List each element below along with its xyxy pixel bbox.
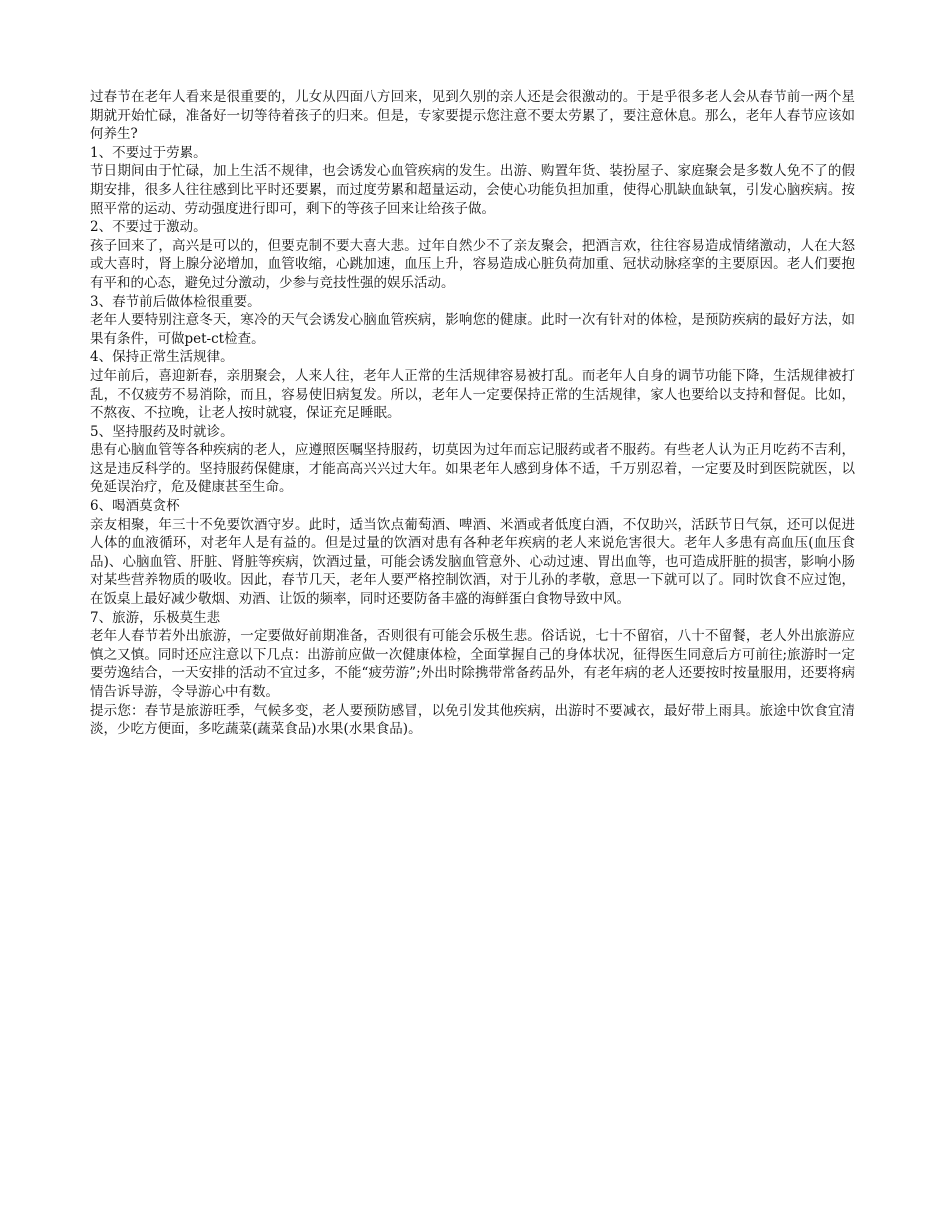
section-body-1: 节日期间由于忙碌，加上生活不规律，也会诱发心血管疾病的发生。出游、购置年货、装扮屋子、家庭聚会是多数人免不了的假期安排，很多人往往感到比平时还要累，而过度劳累和超量运动，会使心功能负担加重，使得心肌缺血缺氧，引发心脑疾病。按照平常的运动、劳动强度进行即可，剩下的等孩子回来让给孩子做。 — [90, 163, 855, 217]
section-heading-2: 2、不要过于激动。 — [90, 219, 207, 236]
intro-paragraph: 过春节在老年人看来是很重要的，儿女从四面八方回来，见到久别的亲人还是会很激动的。于是乎很多老人会从春节前一两个星期就开始忙碌，准备好一切等待着孩子的归来。但是，专家要提示您注意不要太劳累了，要注意休息。那么，老年人春节应该如何养生? — [90, 89, 855, 143]
section-body-4: 过年前后，喜迎新春，亲朋聚会，人来人往，老年人正常的生活规律容易被打乱。而老年人自身的调节功能下降，生活规律被打乱，不仅疲劳不易消除，而且，容易使旧病复发。所以，老年人一定要保持正常的生活规律，家人也要给以支持和督促。比如，不熬夜、不拉晚，让老人按时就寝，保证充足睡眠。 — [90, 367, 855, 422]
document-page — [90, 88, 855, 739]
section-heading-4: 4、保持正常生活规律。 — [90, 349, 234, 366]
section-heading-6: 6、喝酒莫贪杯 — [90, 498, 180, 515]
section-heading-3: 3、春节前后做体检很重要。 — [90, 293, 261, 310]
section-heading-7: 7、旅游，乐极莫生悲 — [90, 609, 221, 626]
section-body-2: 孩子回来了，高兴是可以的，但要克制不要大喜大悲。过年自然少不了亲友聚会，把酒言欢，往往容易造成情绪激动，人在大怒或大喜时，肾上腺分泌增加，血管收缩，心跳加速，血压上升，容易造成心脏负荷加重、冠状动脉痉挛的主要原因。老人们要抱有平和的心态，避免过分激动，少参与竞技性强的娱乐活动。 — [90, 237, 855, 291]
section-body-7: 老年人春节若外出旅游，一定要做好前期准备，否则很有可能会乐极生悲。俗话说，七十不留宿，八十不留餐，老人外出旅游应慎之又慎。同时还应注意以下几点：出游前应做一次健康体检，全面掌握自己的身体状况，征得医生同意后方可前往;旅游时一定要劳逸结合，一天安排的活动不宜过多，不能“疲劳游”;外出时除携带常备药品外，有老年病的老人还要按时按量服用，还要将病情告诉导游，令导游心中有数。 — [90, 628, 855, 700]
section-heading-1: 1、不要过于劳累。 — [90, 144, 207, 161]
closing-tip-paragraph: 提示您：春节是旅游旺季，气候多变，老人要预防感冒，以免引发其他疾病，出游时不要减衣，最好带上雨具。旅途中饮食宜清淡，少吃方便面，多吃蔬菜(蔬菜食品)水果(水果食品)。 — [90, 702, 855, 738]
section-heading-5: 5、坚持服药及时就诊。 — [90, 423, 234, 440]
section-body-6: 亲友相聚，年三十不免要饮酒守岁。此时，适当饮点葡萄酒、啤酒、米酒或者低度白酒，不仅助兴，活跃节日气氛，还可以促进人体的血液循环，对老年人是有益的。但是过量的饮酒对患有各种老年疾病的老人来说危害很大。老年人多患有高血压(血压食品)、心脑血管、肝脏、肾脏等疾病，饮酒过量，可能会诱发脑血管意外、心动过速、胃出血等，也可造成肝脏的损害，影响小肠对某些营养物质的吸收。因此，春节几天，老年人要严格控制饮酒，对于儿孙的孝敬，意思一下就可以了。同时饮食不应过饱，在饭桌上最好减少敬烟、劝酒、让饭的频率，同时还要防备丰盛的海鲜蛋白食物导致中风。 — [90, 516, 855, 608]
section-body-3: 老年人要特别注意冬天，寒冷的天气会诱发心脑血管疾病，影响您的健康。此时一次有针对的体检，是预防疾病的最好方法，如果有条件，可做pet-ct检查。 — [90, 312, 855, 347]
section-body-5: 患有心脑血管等各种疾病的老人，应遵照医嘱坚持服药，切莫因为过年而忘记服药或者不服药。有些老人认为正月吃药不吉利，这是违反科学的。坚持服药保健康，才能高高兴兴过大年。如果老年人感到身体不适，千万别忍着，一定要及时到医院就医，以免延误治疗，危及健康甚至生命。 — [90, 442, 855, 496]
